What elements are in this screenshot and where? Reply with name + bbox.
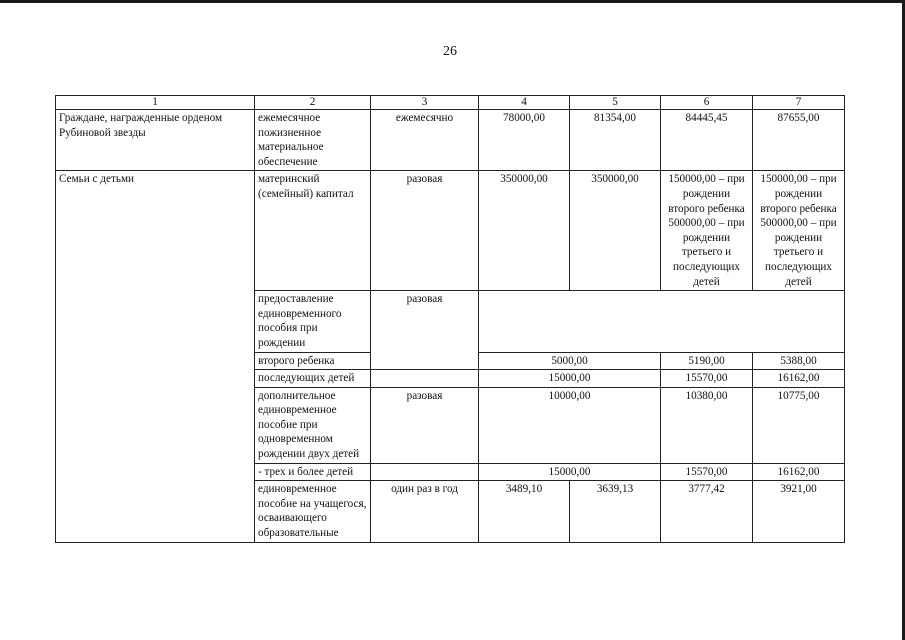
value-cell: 350000,00 xyxy=(479,171,570,291)
header-cell: 7 xyxy=(753,96,845,110)
benefit-cell: материнский (семейный) капитал xyxy=(255,171,371,291)
value-cell: 150000,00 – при рождении второго ребенка 500000,00 – при рождении третьего и последующих детей xyxy=(753,171,845,291)
header-cell: 1 xyxy=(56,96,255,110)
value-cell: 15000,00 xyxy=(479,370,661,388)
category-cell: Семьи с детьми xyxy=(56,171,255,542)
empty-merged-cell xyxy=(479,291,845,352)
value-cell: 5190,00 xyxy=(661,352,753,370)
value-cell: 16162,00 xyxy=(753,463,845,481)
value-cell: 78000,00 xyxy=(479,110,570,171)
frequency-cell: разовая xyxy=(371,291,479,370)
benefit-cell: - трех и более детей xyxy=(255,463,371,481)
page-number: 26 xyxy=(443,44,457,59)
header-row xyxy=(56,96,845,110)
value-cell: 10775,00 xyxy=(753,387,845,463)
value-cell: 5000,00 xyxy=(479,352,661,370)
value-cell: 16162,00 xyxy=(753,370,845,388)
category-cell: Граждане, награжденные орденом Рубиновой звезды xyxy=(56,110,255,171)
value-cell: 10000,00 xyxy=(479,387,661,463)
header-cell: 6 xyxy=(661,96,753,110)
value-cell: 84445,45 xyxy=(661,110,753,171)
benefit-cell: ежемесячное пожизненное материальное обеспечение xyxy=(255,110,371,171)
value-cell: 3489,10 xyxy=(479,481,570,542)
table-row xyxy=(56,171,845,291)
value-cell: 15000,00 xyxy=(479,463,661,481)
header-cell: 5 xyxy=(570,96,661,110)
value-cell: 10380,00 xyxy=(661,387,753,463)
header-cell: 4 xyxy=(479,96,570,110)
value-cell: 150000,00 – при рождении второго ребенка 500000,00 – при рождении третьего и последующих детей xyxy=(661,171,753,291)
frequency-cell xyxy=(371,463,479,481)
frequency-cell: ежемесячно xyxy=(371,110,479,171)
benefit-cell: предоставление единовременного пособия при рождении xyxy=(255,291,371,352)
value-cell: 3777,42 xyxy=(661,481,753,542)
frequency-cell: разовая xyxy=(371,387,479,463)
benefit-cell: единовременное пособие на учащегося, осваивающего образовательные xyxy=(255,481,371,542)
value-cell: 15570,00 xyxy=(661,370,753,388)
value-cell: 87655,00 xyxy=(753,110,845,171)
benefit-cell: второго ребенка xyxy=(255,352,371,370)
frequency-cell xyxy=(371,370,479,388)
header-cell: 2 xyxy=(255,96,371,110)
table-row xyxy=(56,110,845,171)
value-cell: 15570,00 xyxy=(661,463,753,481)
benefit-cell: дополнительное единовременное пособие при одновременном рождении двух детей xyxy=(255,387,371,463)
page-edge-top xyxy=(0,0,905,3)
value-cell: 5388,00 xyxy=(753,352,845,370)
frequency-cell: разовая xyxy=(371,171,479,291)
header-cell: 3 xyxy=(371,96,479,110)
value-cell: 3921,00 xyxy=(753,481,845,542)
benefits-table xyxy=(55,95,845,543)
frequency-cell: один раз в год xyxy=(371,481,479,542)
benefit-cell: последующих детей xyxy=(255,370,371,388)
value-cell: 350000,00 xyxy=(570,171,661,291)
value-cell: 81354,00 xyxy=(570,110,661,171)
value-cell: 3639,13 xyxy=(570,481,661,542)
